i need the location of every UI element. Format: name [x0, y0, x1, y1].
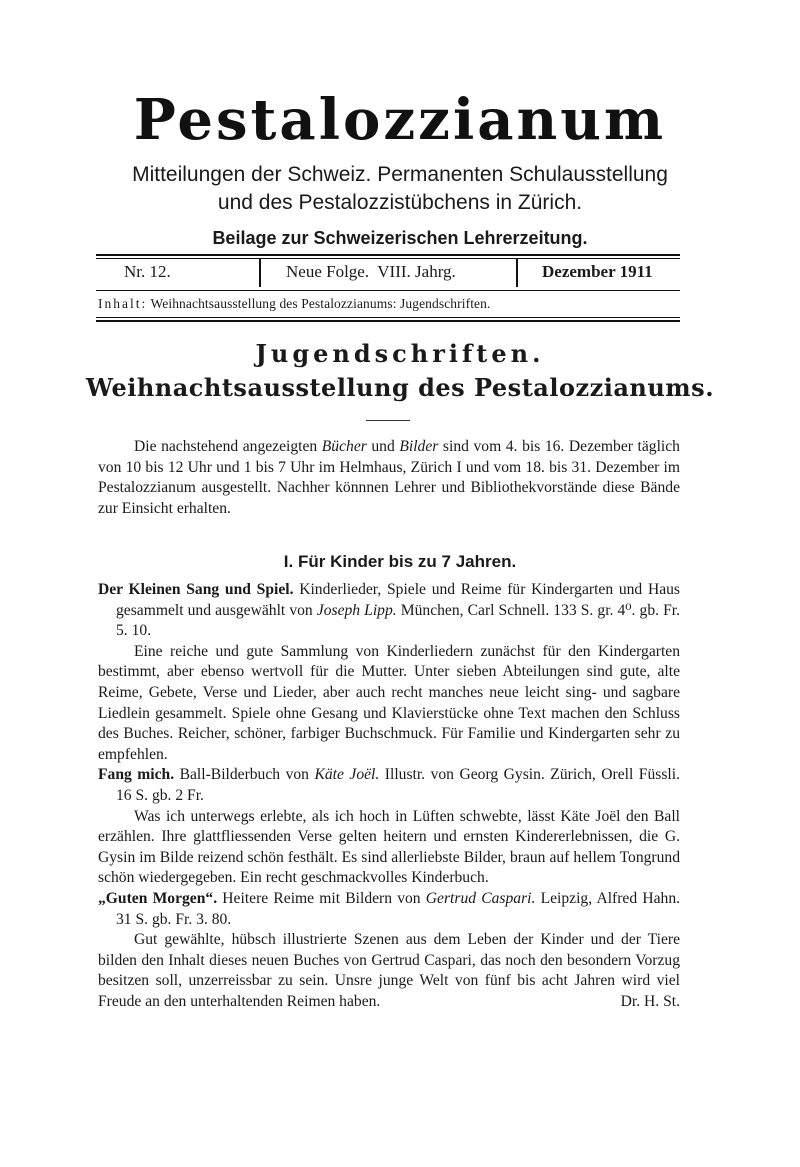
section-title: Jugendschriften.	[255, 339, 545, 368]
book-entry: Fang mich. Ball-Bilderbuch von Käte Joël. Illustr. von Georg Gysin. Zürich, Orell Füssli. 16 S. gb. 2 Fr.	[98, 766, 680, 804]
masthead-title: Pestalozzianum	[133, 87, 667, 153]
issue-number: Nr. 12.	[124, 262, 171, 281]
book-review: Eine reiche und gute Sammlung von Kinderliedern zunächst für den Kindergarten bestimmt, aber ebenso wertvoll für die Mutter. Unter sieben Abteilungen sind gute, alte Reime, Gebete, Verse und Lieder, aber auch recht manches neue leicht sing- und sagbare Liedlein gesammelt. Spiele ohne Gesang und Klavierstücke ohne Text machen den Schluss des Buches. Reicher, schöner, farbiger Buchschmuck. Für Familie und Kindergarten sehr zu empfehlen.	[98, 642, 680, 763]
book-review: Was ich unterwegs erlebte, als ich hoch in Lüften schwebte, lässt Käte Joël den Ball erzählen. Ihre glattfliessenden Verse gelten heitern und ernsten Kindererlebnissen, die G. Gysin im Bilde reizend schön festhält. Es sind allerliebste Bilder, braun auf hellem Tongrund schön wiedergegeben. Ein recht geschmackvolles Kinderbuch.	[98, 807, 680, 887]
reviews-block	[98, 580, 680, 1012]
rule-top-thin	[96, 258, 680, 259]
rule-bottom-thin	[96, 317, 680, 318]
contents-line	[98, 296, 678, 312]
masthead-subtitle-line1: Mitteilungen der Schweiz. Permanenten Schulausstellung	[132, 163, 668, 186]
section-subtitle: Weihnachtsausstellung des Pestalozzianums.	[85, 373, 715, 402]
book-entry: „Guten Morgen“. Heitere Reime mit Bildern von Gertrud Caspari. Leipzig, Alfred Hahn. 31 S. gb. Fr. 3. 80.	[98, 889, 681, 928]
contents-label: Inhalt:	[98, 296, 148, 311]
intro-paragraph: Die nachstehend angezeigten Bücher und Bilder sind vom 4. bis 16. Dezember täglich von 10 bis 12 Uhr und 1 bis 7 Uhr im Helmhaus, Zürich I und vom 18. bis 31. Dezember im Pestalozzianum ausgestellt. Nachher könnnen Lehrer und Bibliothekvorstände diese Bände zur Einsicht erhalten.	[98, 438, 680, 517]
issue-divider-1	[259, 259, 261, 287]
rule-mid	[96, 290, 680, 291]
masthead-subtitle-line2: und des Pestalozzistübchens in Zürich.	[217, 191, 583, 214]
category-heading: I. Für Kinder bis zu 7 Jahren.	[283, 552, 517, 571]
section-separator	[366, 420, 410, 421]
issue-date: Dezember 1911	[542, 262, 653, 281]
signature: Dr. H. St.	[620, 992, 680, 1010]
beilage-line: Beilage zur Schweizerischen Lehrerzeitung.	[212, 228, 588, 248]
rule-top-thick	[96, 254, 680, 256]
issue-series: Neue Folge. VIII. Jahrg.	[286, 262, 456, 281]
issue-divider-2	[516, 259, 518, 287]
rule-bottom-thick	[96, 320, 680, 322]
book-review: Gut gewählte, hübsch illustrierte Szenen aus dem Leben der Kinder und der Tiere bilden den Inhalt dieses neuen Buches von Gertrud Caspari, das noch den besondern Vorzug besitzen soll, unzerreissbar zu sein. Unsre junge Welt von fünf bis acht Jahren wird viel Freude an den unterhaltenden Reimen haben. Dr. H. St.	[98, 930, 680, 1012]
contents-text: Weihnachtsausstellung des Pestalozzianums: Jugendschriften.	[150, 296, 491, 311]
book-entry: Der Kleinen Sang und Spiel. Kinderlieder, Spiele und Reime für Kindergarten und Haus gesammelt und ausgewählt von Joseph Lipp. München, Carl Schnell. 133 S. gr. 4⁰. gb. Fr. 5. 10.	[98, 581, 681, 640]
